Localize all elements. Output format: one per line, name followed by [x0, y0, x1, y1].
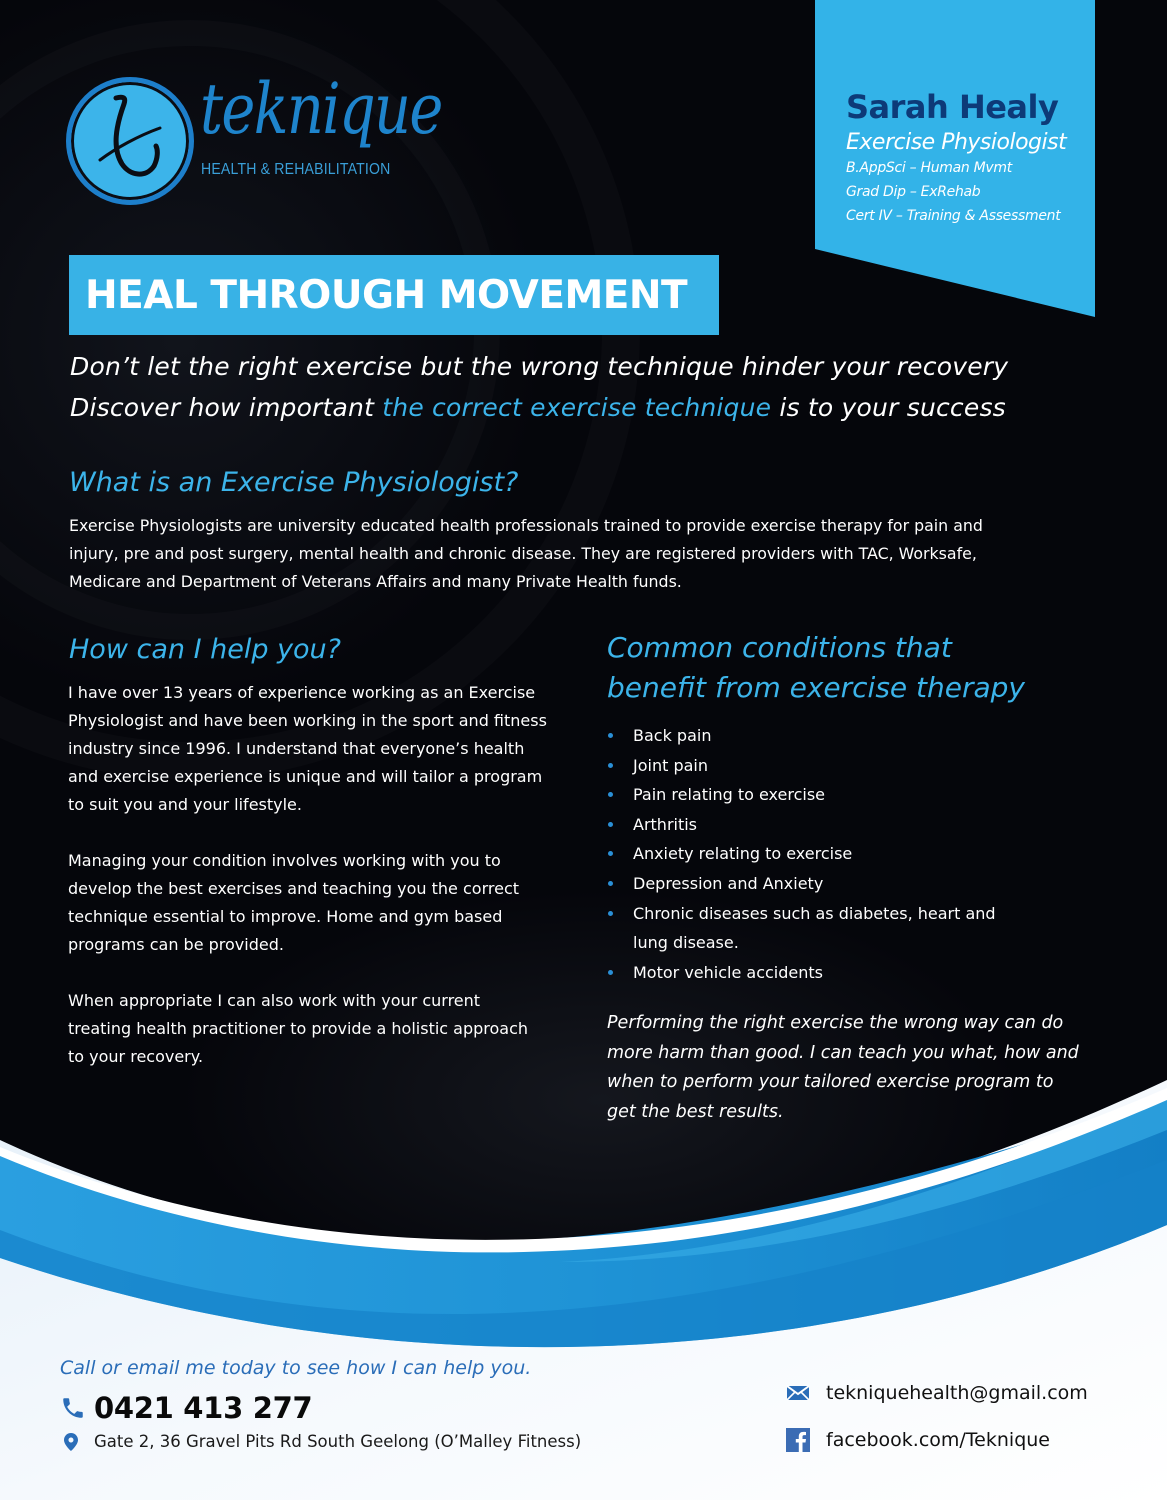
conditions-heading-line-1: Common conditions that	[607, 631, 952, 664]
body-line: Medicare and Department of Veterans Affairs and many Private Health funds.	[69, 572, 682, 591]
bullet-icon	[608, 792, 613, 797]
phone-row[interactable]	[60, 1390, 312, 1426]
quote-text: Performing the right exercise the wrong way can do more harm than good. I can teach you what, how and when to perform your tailored exercise program to get the best results.	[607, 1013, 1079, 1122]
body-line: Exercise Physiologists are university educated health professionals trained to provide exercise therapy for pain and	[69, 516, 983, 535]
phone-icon	[60, 1395, 86, 1421]
logo-subtitle: HEALTH & REHABILITATION	[201, 161, 391, 178]
bullet-icon	[608, 851, 613, 856]
condition-item: Arthritis	[607, 810, 1047, 840]
logo-t-glyph-icon	[94, 86, 174, 190]
facebook-icon	[786, 1428, 810, 1452]
condition-item: Back pain	[607, 721, 1047, 751]
logo-wordmark: teknique	[200, 68, 442, 150]
bullet-icon	[608, 733, 613, 738]
bullet-icon	[608, 881, 613, 886]
tagline-highlight: the correct exercise technique	[382, 393, 772, 422]
condition-item: Chronic diseases such as diabetes, heart and lung disease.	[607, 899, 1007, 958]
condition-item: Anxiety relating to exercise	[607, 839, 1047, 869]
profile-credential: B.AppSci – Human Mvmt	[846, 160, 1012, 176]
tagline-line-1: Don’t let the right exercise but the wrong technique hinder your recovery	[70, 352, 1009, 381]
map-pin-icon	[64, 1433, 78, 1451]
profile-credential: Grad Dip – ExRehab	[846, 184, 981, 200]
tagline-text: Discover how important	[70, 393, 383, 422]
what-is-body	[69, 512, 1079, 596]
address-text: Gate 2, 36 Gravel Pits Rd South Geelong (O’Malley Fitness)	[94, 1432, 582, 1451]
what-is-heading: What is an Exercise Physiologist?	[69, 467, 519, 498]
tagline-line-2	[70, 393, 1006, 422]
condition-item: Joint pain	[607, 751, 1047, 781]
body-paragraph: I have over 13 years of experience working as an Exercise Physiologist and have been working in the sport and fitness industry since 1996. I understand that everyone’s health and exercise experience is unique and will tailor a program to suit you and your lifestyle.	[68, 683, 547, 814]
condition-item: Motor vehicle accidents	[607, 958, 1047, 988]
how-help-body	[68, 679, 548, 1099]
facebook-link[interactable]: facebook.com/Teknique	[826, 1429, 1050, 1451]
envelope-icon	[786, 1381, 810, 1405]
profile-title: Exercise Physiologist	[846, 130, 1067, 155]
bullet-icon	[608, 911, 613, 916]
facebook-row[interactable]	[786, 1428, 1050, 1452]
condition-item: Depression and Anxiety	[607, 869, 1047, 899]
bullet-icon	[608, 763, 613, 768]
profile-credential: Cert IV – Training & Assessment	[846, 208, 1061, 224]
bullet-icon	[608, 970, 613, 975]
body-line: injury, pre and post surgery, mental health and chronic disease. They are registered providers with TAC, Worksafe,	[69, 544, 977, 563]
bullet-icon	[608, 822, 613, 827]
body-paragraph: When appropriate I can also work with your current treating health practitioner to provide a holistic approach to your recovery.	[68, 991, 529, 1066]
body-paragraph: Managing your condition involves working with you to develop the best exercises and teaching you the correct technique essential to improve. Home and gym based programs can be provided.	[68, 851, 520, 954]
condition-item: Pain relating to exercise	[607, 780, 1047, 810]
headline-banner	[69, 255, 719, 335]
call-to-action: Call or email me today to see how I can help you.	[60, 1357, 532, 1379]
tagline-text: is to your success	[771, 393, 1006, 422]
phone-number[interactable]: 0421 413 277	[94, 1391, 313, 1425]
conditions-heading-line-2: benefit from exercise therapy	[607, 671, 1026, 704]
email-link[interactable]: tekniquehealth@gmail.com	[826, 1382, 1088, 1404]
profile-name: Sarah Healy	[846, 88, 1059, 126]
headline-text: HEAL THROUGH MOVEMENT	[85, 273, 688, 318]
email-row[interactable]	[786, 1381, 1088, 1405]
how-help-heading: How can I help you?	[69, 634, 342, 665]
address-row	[64, 1432, 581, 1451]
teknique-logo	[66, 68, 536, 214]
conditions-list	[607, 721, 1047, 987]
